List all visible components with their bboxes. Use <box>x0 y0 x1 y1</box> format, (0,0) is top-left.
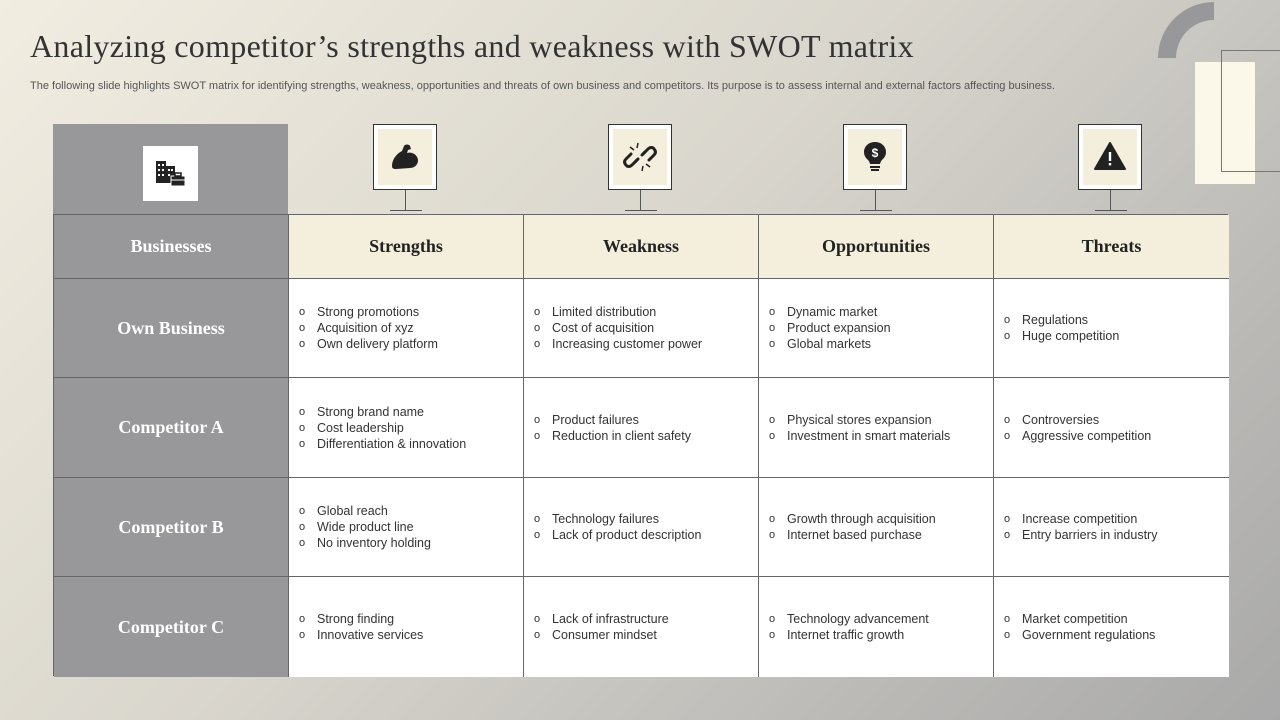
list-item: o Cost leadership <box>299 420 466 436</box>
row-header-competitor-c: Competitor C <box>54 577 289 677</box>
row-header-competitor-a: Competitor A <box>54 378 289 478</box>
list-item: o Dynamic market <box>769 304 891 320</box>
list-item: o Growth through acquisition <box>769 511 936 527</box>
cell-a-opportunities <box>759 378 994 478</box>
strengths-icon-box <box>373 124 437 190</box>
list-item: o Wide product line <box>299 519 431 535</box>
list-item: o Strong brand name <box>299 404 466 420</box>
weakness-header: Weakness <box>524 215 759 279</box>
swot-matrix <box>53 214 1228 676</box>
cell-b-weakness <box>524 478 759 577</box>
list-item: o Controversies <box>1004 412 1151 428</box>
cell-a-threats <box>994 378 1229 478</box>
slide-title: Analyzing competitor’s strengths and weakness with SWOT matrix <box>30 28 914 64</box>
list-item: o Strong promotions <box>299 304 438 320</box>
cell-a-weakness <box>524 378 759 478</box>
list-item: o Internet traffic growth <box>769 627 929 643</box>
list-item: o Government regulations <box>1004 627 1155 643</box>
weakness-icon-box <box>608 124 672 190</box>
svg-text:$: $ <box>871 146 879 160</box>
list-item: o Increasing customer power <box>534 336 702 352</box>
cell-b-strengths <box>289 478 524 577</box>
list-item: o Huge competition <box>1004 328 1119 344</box>
opportunities-icon-box <box>843 124 907 190</box>
row-header-own-business: Own Business <box>54 279 289 378</box>
warning-triangle-icon <box>1093 140 1127 174</box>
corner-header-block <box>53 124 288 214</box>
broken-link-icon <box>623 140 657 174</box>
list-item: o Product failures <box>534 412 691 428</box>
list-item: o Lack of infrastructure <box>534 611 669 627</box>
cell-c-weakness <box>524 577 759 677</box>
list-item: o Global markets <box>769 336 891 352</box>
list-item: o Lack of product description <box>534 527 701 543</box>
cell-a-strengths <box>289 378 524 478</box>
cell-own-opportunities <box>759 279 994 378</box>
lightbulb-dollar-icon <box>858 140 892 174</box>
list-item: o Technology failures <box>534 511 701 527</box>
list-item: o Physical stores expansion <box>769 412 950 428</box>
list-item: o Market competition <box>1004 611 1155 627</box>
list-item: o Consumer mindset <box>534 627 669 643</box>
cell-c-opportunities <box>759 577 994 677</box>
decorative-arc <box>1158 0 1214 58</box>
list-item: o Global reach <box>299 503 431 519</box>
cell-own-strengths <box>289 279 524 378</box>
cell-own-weakness <box>524 279 759 378</box>
building-briefcase-icon <box>154 157 188 191</box>
list-item: o Innovative services <box>299 627 423 643</box>
threats-icon-box <box>1078 124 1142 190</box>
list-item: o Technology advancement <box>769 611 929 627</box>
businesses-header: Businesses <box>54 215 289 279</box>
list-item: o Own delivery platform <box>299 336 438 352</box>
slide-subtitle: The following slide highlights SWOT matrix for identifying strengths, weakness, opportunities and threats of own business and competitors. Its purpose is to assess internal and external factors affecting business. <box>30 80 1055 92</box>
list-item: o Aggressive competition <box>1004 428 1151 444</box>
cell-b-opportunities <box>759 478 994 577</box>
list-item: o Cost of acquisition <box>534 320 702 336</box>
list-item: o Reduction in client safety <box>534 428 691 444</box>
strengths-header: Strengths <box>289 215 524 279</box>
flexed-arm-icon <box>388 140 422 174</box>
cell-own-threats <box>994 279 1229 378</box>
list-item: o Differentiation & innovation <box>299 436 466 452</box>
opportunities-header: Opportunities <box>759 215 994 279</box>
list-item: o Regulations <box>1004 312 1119 328</box>
threats-header: Threats <box>994 215 1229 279</box>
cell-c-threats <box>994 577 1229 677</box>
list-item: o Limited distribution <box>534 304 702 320</box>
cell-c-strengths <box>289 577 524 677</box>
cell-b-threats <box>994 478 1229 577</box>
row-header-competitor-b: Competitor B <box>54 478 289 577</box>
decorative-frame <box>1221 50 1280 172</box>
list-item: o Entry barriers in industry <box>1004 527 1157 543</box>
list-item: o No inventory holding <box>299 535 431 551</box>
list-item: o Acquisition of xyz <box>299 320 438 336</box>
list-item: o Strong finding <box>299 611 423 627</box>
list-item: o Increase competition <box>1004 511 1157 527</box>
list-item: o Investment in smart materials <box>769 428 950 444</box>
list-item: o Internet based purchase <box>769 527 936 543</box>
corner-icon-box <box>143 146 198 201</box>
list-item: o Product expansion <box>769 320 891 336</box>
